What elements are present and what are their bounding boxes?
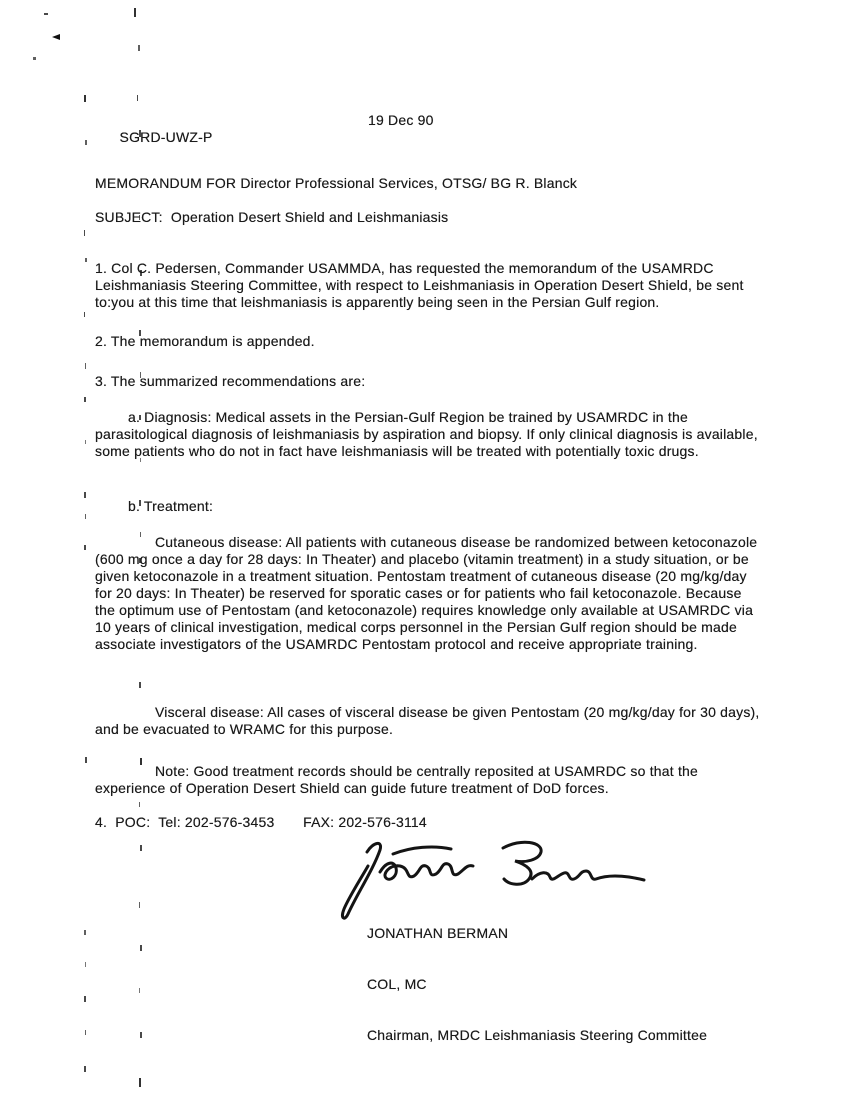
scan-artifact [140,1032,142,1038]
scan-artifact [85,962,86,967]
subject-line: SUBJECT: Operation Desert Shield and Leishmaniasis [95,209,449,225]
paragraph-2: 2. The memorandum is appended. [95,333,315,349]
scan-artifact [84,95,86,102]
scan-artifact [139,682,141,688]
scan-artifact [84,996,86,1002]
scan-artifact [140,945,142,951]
scan-artifact [84,545,86,550]
paragraph-note: Note: Good treatment records should be centrally reposited at USAMRDC so that the experience of Operation Desert Shield can guide future treatment of DoD forces. [95,763,703,796]
scan-artifact [84,492,86,498]
scan-artifact [85,1030,86,1035]
paragraph-a-diagnosis: a. Diagnosis: Medical assets in the Persian-Gulf Region be trained by USAMRDC in the parasitological diagnosis of leishmaniasis by aspiration and biopsy. If only clinical diagnosis is available, some patients who do not in fact have leishmaniasis will be treated with potentially toxic drugs. [95,409,762,459]
scan-artifact [140,845,142,851]
office-symbol-line [95,112,761,180]
memo-date: 19 Dec 90 [368,112,434,128]
scan-artifact [85,514,86,519]
paragraph-3: 3. The summarized recommendations are: [95,373,366,389]
paragraph-b-treatment: b. Treatment: [128,498,214,514]
scan-artifact [33,57,36,60]
scan-artifact [85,757,87,763]
signer-title: Chairman, MRDC Leishmaniasis Steering Committee [367,1027,708,1043]
scan-artifact [85,140,87,145]
signer-name: JONATHAN BERMAN [367,925,509,941]
scan-artifact [134,8,136,17]
paragraph-cutaneous: Cutaneous disease: All patients with cutaneous disease be randomized between ketoconazole (600 mg once a day for 28 days: In Theater) and placebo (vitamin treatment) in a study situation, or be given ketoconazole in a treatment situation. Pentostam treatment of cutaneous disease (20 mg/kg/day for 20 days: In Theater) be reserved for sporatic cases or for patients who fail ketoconazole. Because the optimum use of Pentostam (and ketoconazole) requires knowledge only available at USAMRDC via 10 years of clinical investigation, medical corps personnel in the Persian Gulf region should be made associate investigators of the USAMRDC Pentostam protocol and receive appropriate training. [95,534,762,652]
scan-artifact [84,1066,86,1072]
scan-artifact [84,930,86,935]
scan-artifact [85,363,86,369]
signature-block [367,891,761,1078]
office-symbol: SGRD-UWZ-P [119,129,213,145]
scan-artifact [139,802,140,807]
memorandum-for-line: MEMORANDUM FOR Director Professional Services, OTSG/ BG R. Blanck [95,175,578,191]
scan-artifact [84,312,85,317]
scan-artifact [139,988,140,993]
scan-artifact [139,902,140,908]
scan-artifact [84,397,86,402]
paragraph-visceral: Visceral disease: All cases of visceral disease be given Pentostam (20 mg/kg/day for 30 days), and be evacuated to WRAMC for this purpose. [95,704,764,737]
scan-artifact [44,13,48,15]
paragraph-1: 1. Col C. Pedersen, Commander USAMMDA, has requested the memorandum of the USAMRDC Leishmaniasis Steering Committee, with respect to Leishmaniasis in Operation Desert Shield, be sent to:you at this time that leishmaniasis is apparently being seen in the Persian Gulf region. [95,260,748,310]
scan-artifact [85,258,87,262]
signer-rank: COL, MC [367,976,427,992]
scan-artifact [137,95,138,101]
scan-artifact [84,230,85,236]
poc-line: 4. POC: Tel: 202-576-3453 FAX: 202-576-3114 [95,814,427,830]
scan-artifact [138,45,140,51]
arrow-artifact [52,34,60,40]
scan-artifact [85,440,86,444]
scan-artifact [139,1078,141,1087]
